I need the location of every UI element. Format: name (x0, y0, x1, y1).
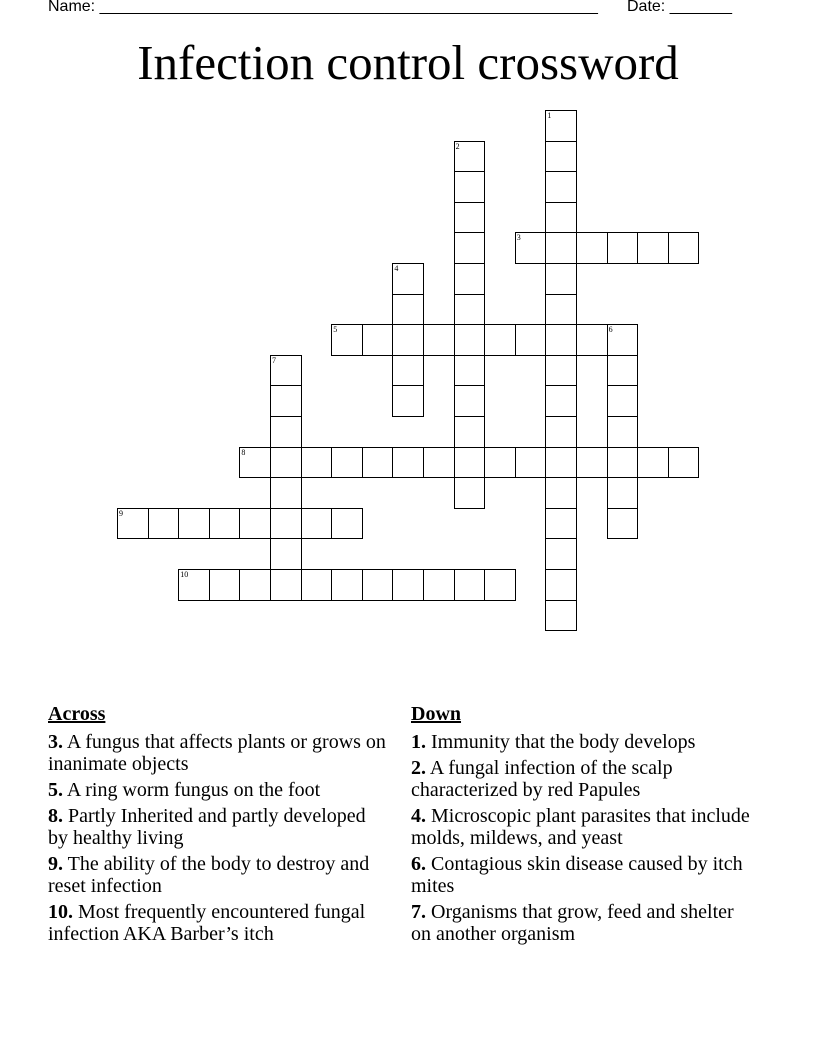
crossword-cell[interactable] (331, 447, 363, 479)
cell-number: 9 (119, 508, 123, 518)
crossword-cell[interactable] (637, 232, 669, 264)
crossword-cell[interactable] (545, 263, 577, 295)
crossword-cell[interactable] (484, 447, 516, 479)
crossword-cell[interactable] (545, 508, 577, 540)
crossword-cell[interactable] (545, 202, 577, 234)
cell-number: 2 (455, 141, 460, 151)
cell-number: 4 (394, 264, 399, 273)
cell-number: 5 (333, 325, 338, 335)
clue-text: Immunity that the body develops (431, 731, 696, 753)
crossword-cell[interactable] (331, 508, 363, 540)
crossword-cell[interactable] (668, 232, 700, 264)
crossword-cell[interactable] (362, 447, 394, 479)
crossword-cell[interactable] (607, 508, 639, 540)
crossword-cell[interactable] (209, 569, 241, 601)
cell-number: 10 (180, 570, 189, 579)
crossword-cell[interactable] (607, 416, 639, 448)
crossword-cell[interactable] (454, 294, 486, 326)
down-heading: Down (411, 703, 462, 725)
crossword-cell[interactable] (668, 447, 700, 479)
crossword-cell[interactable] (454, 477, 486, 509)
across-clue (48, 853, 388, 897)
crossword-cell[interactable] (362, 324, 394, 356)
crossword-cell[interactable] (637, 447, 669, 479)
clue-number: 7. (411, 901, 426, 923)
crossword-cell[interactable] (607, 355, 639, 387)
crossword-cell[interactable] (423, 569, 455, 601)
across-clue (48, 731, 388, 775)
crossword-cell[interactable] (515, 232, 547, 264)
crossword-cell[interactable] (392, 355, 424, 387)
crossword-cell[interactable] (270, 385, 302, 417)
date-field-label: Date: _______ (627, 0, 732, 15)
clue-text: The ability of the body to destroy and reset infection (48, 853, 370, 897)
crossword-cell[interactable] (178, 508, 210, 540)
crossword-cell[interactable] (301, 508, 333, 540)
across-clue (48, 805, 388, 849)
crossword-cell[interactable] (392, 385, 424, 417)
crossword-cell[interactable] (607, 447, 639, 479)
page-title: Infection control crossword (137, 35, 679, 90)
cell-number: 7 (272, 355, 276, 365)
clue-number: 5. (48, 779, 63, 801)
clue-number: 3. (48, 731, 63, 753)
down-clue (411, 757, 751, 801)
crossword-cell[interactable] (331, 569, 363, 601)
crossword-cell[interactable] (239, 508, 271, 540)
crossword-cell[interactable] (454, 385, 486, 417)
crossword-cell[interactable] (484, 324, 516, 356)
crossword-cell[interactable] (545, 171, 577, 203)
crossword-cell[interactable] (576, 324, 608, 356)
clue-number: 4. (411, 805, 426, 827)
crossword-cell[interactable] (607, 232, 639, 264)
crossword-cell[interactable] (607, 385, 639, 417)
crossword-cell[interactable] (239, 447, 271, 479)
crossword-cell[interactable] (270, 508, 302, 540)
crossword-cell[interactable] (392, 294, 424, 326)
crossword-cell[interactable] (423, 447, 455, 479)
crossword-cell[interactable] (454, 232, 486, 264)
down-clues (411, 703, 751, 949)
crossword-cell[interactable] (576, 447, 608, 479)
clue-text: Microscopic plant parasites that include molds, mildews, and yeast (411, 805, 750, 849)
crossword-cell[interactable] (178, 569, 210, 601)
crossword-cell[interactable] (545, 538, 577, 570)
crossword-cell[interactable] (392, 263, 424, 295)
crossword-cell[interactable] (270, 569, 302, 601)
crossword-cell[interactable] (545, 385, 577, 417)
cell-number: 8 (241, 447, 246, 457)
clue-number: 9. (48, 853, 63, 875)
clue-number: 10. (48, 901, 73, 923)
crossword-cell[interactable] (454, 324, 486, 356)
crossword-cell[interactable] (392, 569, 424, 601)
clue-text: A ring worm fungus on the foot (66, 779, 321, 801)
crossword-cell[interactable] (454, 263, 486, 295)
crossword-cell[interactable] (209, 508, 241, 540)
across-clue (48, 901, 388, 945)
crossword-cell[interactable] (454, 569, 486, 601)
crossword-cell[interactable] (515, 447, 547, 479)
crossword-cell[interactable] (148, 508, 180, 540)
across-clue (48, 779, 388, 801)
crossword-cell[interactable] (545, 355, 577, 387)
crossword-cell[interactable] (362, 569, 394, 601)
crossword-cell[interactable] (301, 569, 333, 601)
crossword-cell[interactable] (270, 416, 302, 448)
crossword-cell[interactable] (545, 477, 577, 509)
crossword-cell[interactable] (545, 232, 577, 264)
down-clue (411, 853, 751, 897)
crossword-cell[interactable] (545, 569, 577, 601)
crossword-cell[interactable] (454, 447, 486, 479)
cell-number: 1 (547, 111, 552, 120)
crossword-cell[interactable] (392, 447, 424, 479)
down-clue (411, 731, 751, 753)
clue-text: Partly Inherited and partly developed by healthy living (48, 805, 366, 849)
crossword-cell[interactable] (545, 110, 577, 142)
clue-text: A fungus that affects plants or grows on inanimate objects (48, 731, 386, 775)
crossword-cell[interactable] (270, 447, 302, 479)
crossword-cell[interactable] (607, 477, 639, 509)
clue-text: A fungal infection of the scalp characterized by red Papules (411, 757, 673, 801)
crossword-cell[interactable] (117, 508, 149, 540)
clue-number: 1. (411, 731, 426, 753)
crossword-cell[interactable] (545, 416, 577, 448)
crossword-cell[interactable] (545, 141, 577, 173)
crossword-cell[interactable] (239, 569, 271, 601)
crossword-cell[interactable] (454, 202, 486, 234)
crossword-cell[interactable] (545, 324, 577, 356)
crossword-cell[interactable] (301, 447, 333, 479)
cell-number: 6 (608, 325, 613, 335)
down-clue (411, 901, 751, 945)
crossword-cell[interactable] (484, 569, 516, 601)
crossword-cell[interactable] (607, 324, 639, 356)
clue-number: 2. (411, 757, 426, 779)
clue-text: Organisms that grow, feed and shelter on another organism (411, 901, 734, 945)
crossword-cell[interactable] (270, 477, 302, 509)
clue-text: Contagious skin disease caused by itch mites (411, 853, 743, 897)
across-heading: Across (48, 703, 106, 725)
clue-text: Most frequently encountered fungal infection AKA Barber’s itch (48, 901, 366, 945)
crossword-cell[interactable] (515, 324, 547, 356)
name-field-label: Name: ________________________________________________________ (48, 0, 598, 15)
clue-number: 8. (48, 805, 63, 827)
crossword-cell[interactable] (545, 294, 577, 326)
across-clues (48, 703, 388, 949)
crossword-cell[interactable] (454, 141, 486, 173)
crossword-cell[interactable] (454, 416, 486, 448)
crossword-cell[interactable] (545, 447, 577, 479)
clue-number: 6. (411, 853, 426, 875)
crossword-cell[interactable] (331, 324, 363, 356)
down-clue (411, 805, 751, 849)
crossword-cell[interactable] (545, 600, 577, 632)
crossword-cell[interactable] (392, 324, 424, 356)
crossword-cell[interactable] (454, 355, 486, 387)
crossword-cell[interactable] (423, 324, 455, 356)
crossword-cell[interactable] (576, 232, 608, 264)
crossword-cell[interactable] (270, 538, 302, 570)
crossword-cell[interactable] (270, 355, 302, 387)
cell-number: 3 (516, 233, 521, 243)
crossword-cell[interactable] (454, 171, 486, 203)
